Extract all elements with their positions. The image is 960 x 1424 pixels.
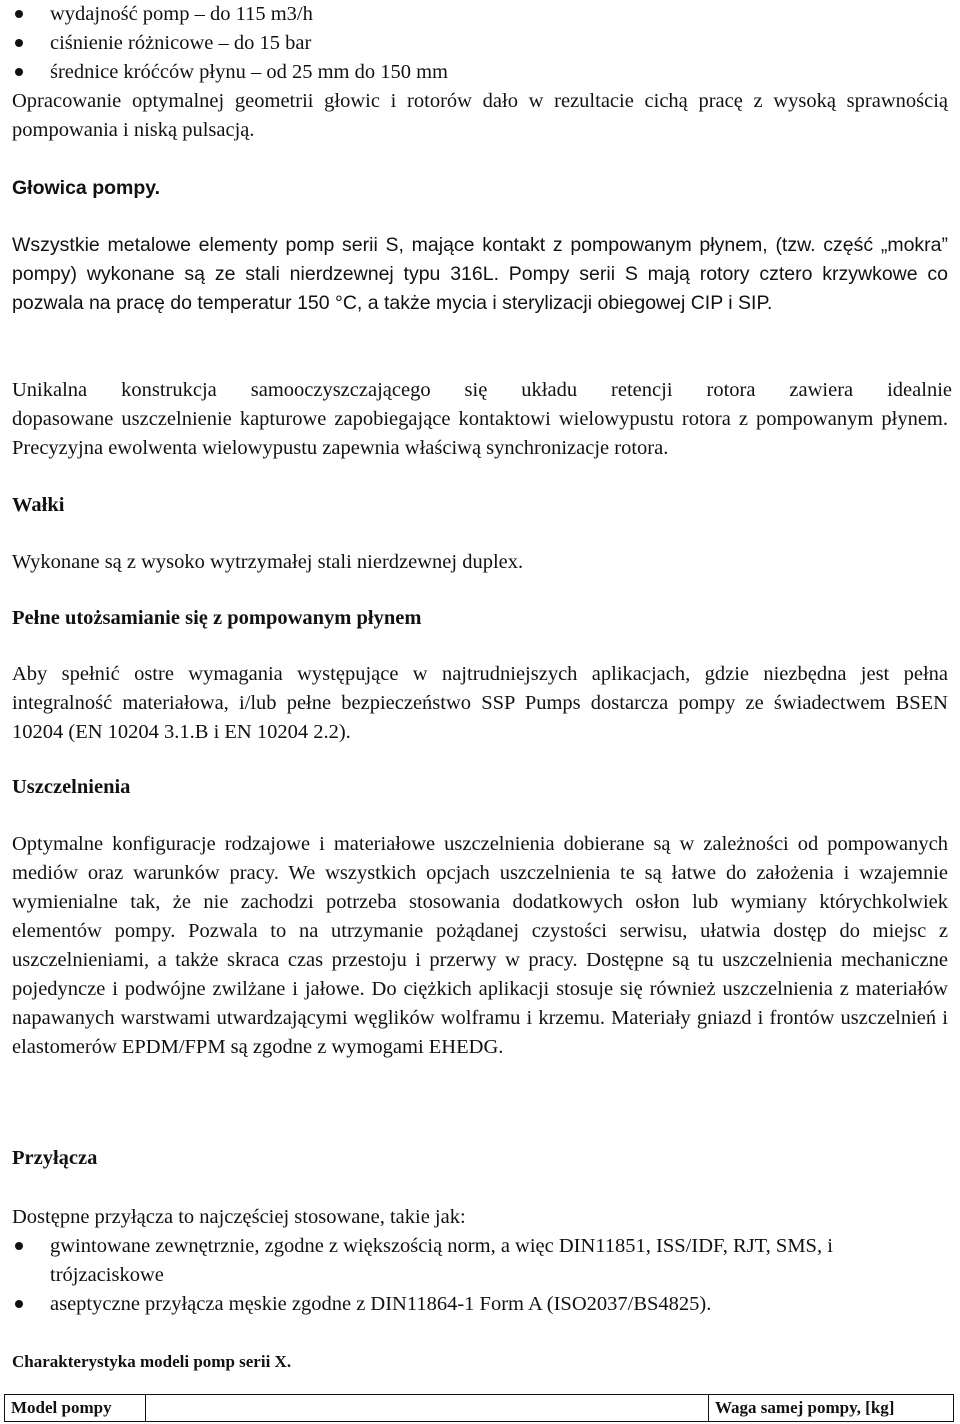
- heading-uszczelnienia: Uszczelnienia: [12, 776, 131, 798]
- uszczelnienia-paragraph: Optymalne konfiguracje rodzajowe i materiałowe uszczelnienia dobierane są w zależności od pompowanych mediów oraz warunków pracy. We wszystkich opcjach uszczelnienia te są łatwe do założenia i wzajemnie wymienialne tak, że nie zachodzi potrzeba stosowania dodatkowych osłon lub wymiany którychkolwiek elementów pompy. Pozwala to na utrzymanie pożądanej czystości serwisu, ułatwia dostęp do miejsc z uszczelnieniami, a także skraca czas przestoju i przerwy w pracy. Dostępne są tu uszczelnienia mechaniczne pojedyncze i podwójne zwilżane i jałowe. Do ciężkich aplikacji stosuje się również uszczelnienia z materiałów napawanych warstwami utwardzającymi węglików wolframu i krzemu. Materiały gniazd i frontów uszczelnień i elastomerów EPDM/FPM są zgodne z wymogami EHEDG.: [12, 833, 948, 1058]
- glowica-paragraph: Wszystkie metalowe elementy pomp serii S, mające kontakt z pompowanym płynem, (tzw. część „mokra” pompy) wykonane są ze stali nierdzewnej typu 316L. Pompy serii S mają rotory cztero krzywkowe co pozwala na pracę do temperatur 150 °C, a także mycia i sterylizacji obiegowej CIP i SIP.: [12, 234, 948, 314]
- list-item: aseptyczne przyłącza męskie zgodne z DIN11864-1 Form A (ISO2037/BS4825).: [12, 1290, 948, 1319]
- list-item: gwintowane zewnętrznie, zgodne z większością norm, a więc DIN11851, ISS/IDF, RJT, SMS, i trójzaciskowe: [12, 1232, 948, 1290]
- intro-paragraph: Opracowanie optymalnej geometrii głowic i rotorów dało w rezultacie cichą pracę z wysoką sprawnością pompowania i niską pulsacją.: [12, 90, 948, 141]
- list-item: ciśnienie różnicowe – do 15 bar: [12, 29, 948, 58]
- header-cell-model: Model pompy: [5, 1395, 146, 1422]
- heading-pelne: Pełne utożsamianie się z pompowanym płynem: [12, 607, 422, 629]
- pelne-paragraph: Aby spełnić ostre wymagania występujące w najtrudniejszych aplikacjach, gdzie niezbędna jest pełna integralność materiałowa, i/lub pełne bezpieczeństwo SSP Pumps dostarcza pompy ze świadectwem BSEN 10204 (EN 10204 3.1.B i EN 10204 2.2).: [12, 663, 948, 743]
- table-header-row: [5, 1395, 954, 1422]
- top-bullet-list: [12, 0, 948, 87]
- walki-paragraph: Wykonane są z wysoko wytrzymałej stali nierdzewnej duplex.: [12, 551, 524, 573]
- header-cell-weight: Waga samej pompy, [kg]: [709, 1395, 954, 1422]
- przylacza-list: [12, 1232, 948, 1319]
- list-item: średnice króćców płynu – od 25 mm do 150 mm: [12, 58, 948, 87]
- models-table: [4, 1394, 954, 1422]
- unikalna-line: Unikalna konstrukcja samooczyszczającego się układu retencji rotora zawiera idealnie: [12, 379, 952, 401]
- list-item: wydajność pomp – do 115 m3/h: [12, 0, 948, 29]
- heading-przylacza: Przyłącza: [12, 1147, 98, 1169]
- unikalna-paragraph: dopasowane uszczelnienie kapturowe zapobiegające kontaktowi wielowypustu rotora z pompowanym płynem. Precyzyjna ewolwenta wielowypustu zapewnia właściwą synchronizacje rotora.: [12, 408, 948, 459]
- heading-glowica: Głowica pompy.: [12, 177, 161, 199]
- header-cell-empty: [146, 1395, 709, 1422]
- przylacza-intro: Dostępne przyłącza to najczęściej stosowane, takie jak:: [12, 1206, 466, 1228]
- heading-walki: Wałki: [12, 494, 65, 516]
- table-caption: Charakterystyka modeli pomp serii X.: [12, 1352, 292, 1371]
